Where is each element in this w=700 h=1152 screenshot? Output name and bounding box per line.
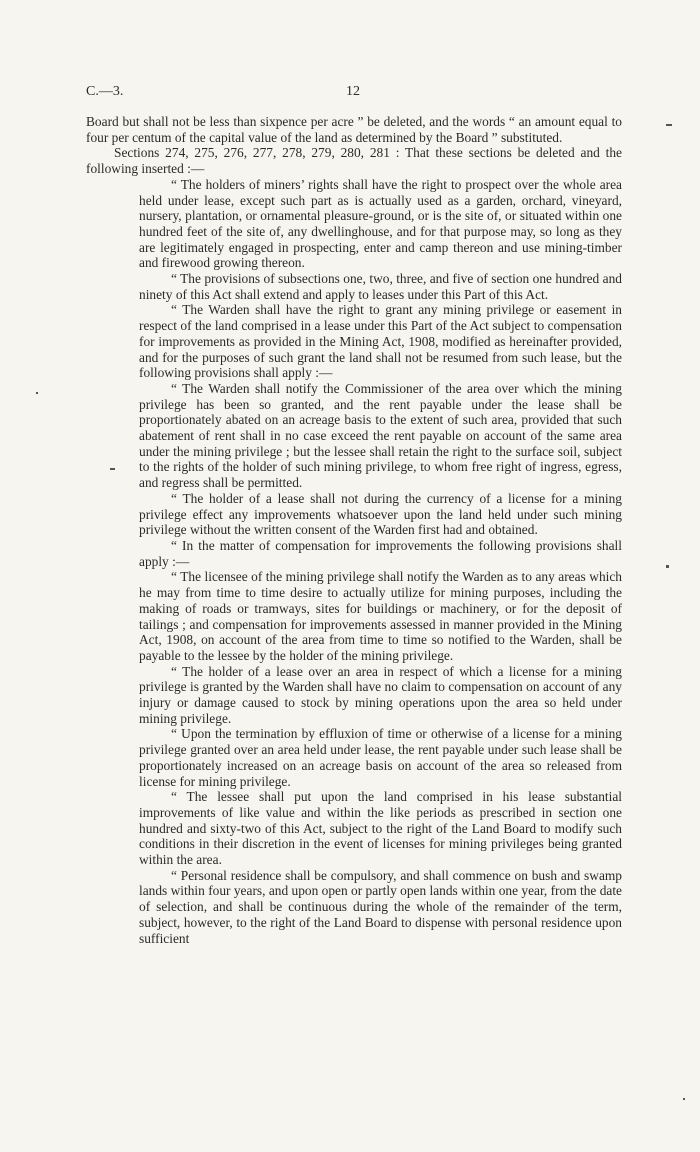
- quoted-paragraph-improvements-consent: “ The holder of a lease shall not during the currency of a license for a mining privilege effect any improvements whatsoever upon the land held under such mining privilege without the written consent of the Warden first had and obtained.: [139, 490, 622, 538]
- paragraph-sections-amendment: Sections 274, 275, 276, 277, 278, 279, 280, 281 : That these sections be deleted and the following inserted :—: [86, 145, 622, 177]
- scan-speck: [666, 565, 669, 568]
- body-text: [86, 114, 622, 946]
- scan-speck: [683, 1098, 685, 1100]
- quoted-paragraph-rent-abatement: “ The Warden shall notify the Commissioner of the area over which the mining privilege has been so granted, and the rent payable under the lease shall be proportionately abated on an acreage basis to the extent of such area, provided that such abatement of rent shall in no case exceed the rent payable on account of the same area under the mining privilege ; but the lessee shall retain the right to the surface soil, subject to the rights of the holder of such mining privilege, to whom free right of ingress, egress, and regress shall be permitted.: [139, 380, 622, 491]
- document-reference: C.—3.: [86, 84, 124, 99]
- quoted-paragraph-personal-residence: “ Personal residence shall be compulsory, and shall commence on bush and swamp lands within four years, and upon open or partly open lands within one year, from the date of selection, and shall be continuous during the whole of the remainder of the term, subject, however, to the right of the Land Board to dispense with personal residence upon sufficient: [139, 867, 622, 946]
- quoted-paragraph-subsections: “ The provisions of subsections one, two, three, and five of section one hundred and ninety of this Act shall extend and apply to leases under this Part of this Act.: [139, 271, 622, 302]
- quoted-paragraph-licensee-notify: “ The licensee of the mining privilege shall notify the Warden as to any areas which he may from time to time desire to actually utilize for mining purposes, including the making of roads or tramways, sites for buildings or machinery, or for the deposit of tailings ; and compensation for improvements assessed in manner provided in the Mining Act, 1908, on account of the area from time to time so notified to the Warden, shall be payable to the lessee by the holder of the mining privilege.: [139, 569, 622, 663]
- scan-speck: [110, 468, 115, 470]
- scan-speck: [666, 124, 672, 126]
- quoted-paragraph-prospecting: “ The holders of miners’ rights shall have the right to prospect over the whole area held under lease, except such part as is actually used as a garden, orchard, vineyard, nursery, plantation, or ornamental pleasure-ground, or is the site of, or situated within one hundred feet of the site of, any dwellinghouse, and for that purpose may, so long as they are legitimately engaged in prospecting, enter and camp thereon and use mining-timber and firewood growing thereon.: [139, 176, 622, 271]
- quoted-paragraph-stock-damage: “ The holder of a lease over an area in respect of which a license for a mining privilege is granted by the Warden shall have no claim to compensation on account of any injury or damage caused to stock by mining operations upon the area so held under mining privilege.: [139, 663, 622, 726]
- page-number: 12: [346, 84, 360, 99]
- page-header: [86, 84, 620, 104]
- quoted-paragraph-compensation-heading: “ In the matter of compensation for improvements the following provisions shall apply :—: [139, 537, 622, 569]
- scan-speck: [36, 392, 38, 394]
- quoted-paragraph-warden-grant: “ The Warden shall have the right to grant any mining privilege or easement in respect of the land comprised in a lease under this Part of the Act subject to compensation for improvements as provided in the Mining Act, 1908, modified as hereinafter provided, and for the purposes of such grant the land shall not be resumed from such lease, but the following provisions shall apply :—: [139, 302, 622, 381]
- paragraph-continued: Board but shall not be less than sixpence per acre ” be deleted, and the words “ an amount equal to four per centum of the capital value of the land as determined by the Board ” substituted.: [86, 114, 622, 145]
- quoted-paragraph-termination: “ Upon the termination by effluxion of time or otherwise of a license for a mining privilege granted over an area held under lease, the rent payable under such lease shall be proportionately increased on an acreage basis on account of the area so released from license for mining privilege.: [139, 726, 622, 789]
- quoted-paragraph-substantial-improvements: “ The lessee shall put upon the land comprised in his lease substantial improvements of like value and within the like periods as prescribed in section one hundred and sixty-two of this Act, subject to the right of the Land Board to modify such conditions in their discretion in the event of licenses for mining privileges being granted within the area.: [139, 789, 622, 868]
